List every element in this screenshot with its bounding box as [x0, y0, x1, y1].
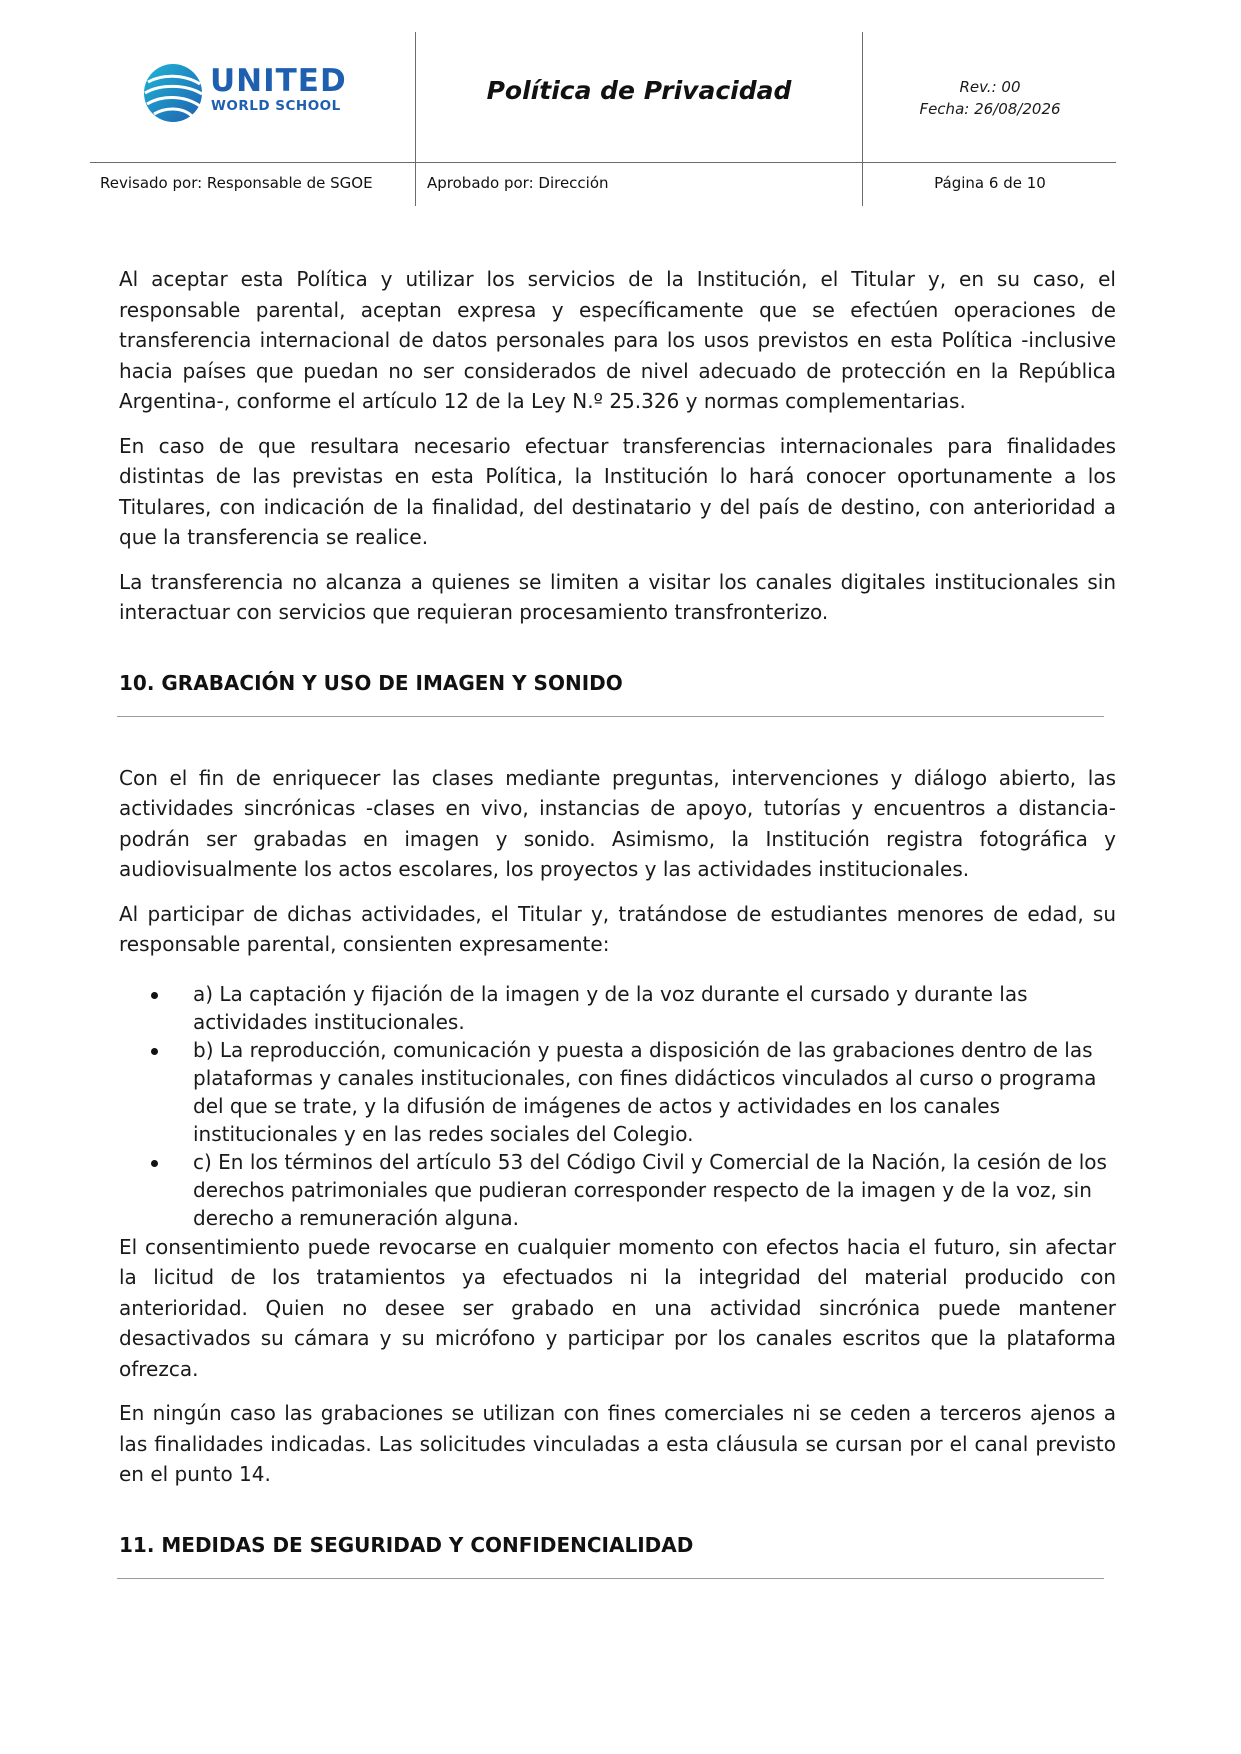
paragraph: Con el fin de enriquecer las clases mediante preguntas, intervenciones y diálogo abierto, las actividades sincrónicas -clases en vivo, instancias de apoyo, tutorías y encuentros a distancia- podrán ser grabadas en imagen y sonido. Asimismo, la Institución registra fotográfica y audiovisualmente los actos escolares, los proyectos y las actividades institucionales.	[119, 765, 1116, 881]
list-item-text: b) La reproducción, comunicación y puesta a disposición de las grabaciones dentro de las plataformas y canales institucionales, con fines didácticos vinculados al curso o programa del que se trate, y la difusión de imágenes de actos y actividades en los canales institucionales y en las redes sociales del Colegio.	[193, 1037, 1097, 1146]
list-item-text: a) La captación y fijación de la imagen y de la voz durante el cursado y durante las actividades institucionales.	[193, 981, 1028, 1034]
paragraph: Al aceptar esta Política y utilizar los servicios de la Institución, el Titular y, en su caso, el responsable parental, aceptan expresa y específicamente que se efectúen operaciones de transferencia internacional de datos personales para los usos previstos en esta Política -inclusive hacia países que puedan no ser considerados de nivel adecuado de protección en la República Argentina-, conforme el artículo 12 de la Ley N.º 25.326 y normas complementarias.	[119, 267, 1116, 413]
page-number: Página 6 de 10	[934, 174, 1046, 192]
logo-wordmark: UNITED	[210, 63, 347, 99]
paragraph: La transferencia no alcanza a quienes se limiten a visitar los canales digitales institucionales sin interactuar con servicios que requieran procesamiento transfronterizo.	[119, 569, 1116, 624]
bullet-icon	[151, 1048, 158, 1055]
list-item	[193, 1148, 1116, 1232]
document-header	[0, 0, 1241, 210]
globe-logo-icon	[140, 60, 206, 126]
revision-date: Fecha: 26/08/2026	[919, 100, 1061, 118]
header-rule	[90, 162, 1116, 163]
list-item	[193, 980, 1116, 1036]
bullet-icon	[151, 1160, 158, 1167]
paragraph: Al participar de dichas actividades, el Titular y, tratándose de estudiantes menores de edad, su responsable parental, consienten expresamente:	[119, 901, 1116, 956]
consent-list	[119, 980, 1116, 1232]
document-title: Política de Privacidad	[486, 76, 792, 105]
section-rule	[117, 716, 1104, 717]
list-item-text: c) En los términos del artículo 53 del Código Civil y Comercial de la Nación, la cesión de los derechos patrimoniales que pudieran corresponder respecto de la imagen y de la voz, sin derecho a remuneración alguna.	[193, 1149, 1107, 1230]
paragraph: El consentimiento puede revocarse en cualquier momento con efectos hacia el futuro, sin afectar la licitud de los tratamientos ya efectuados ni la integridad del material producido con anterioridad. Quien no desee ser grabado en una actividad sincrónica puede mantener desactivados su cámara y su micrófono y participar por los canales escritos que la plataforma ofrezca.	[119, 1234, 1116, 1381]
document-body	[119, 264, 1116, 1625]
paragraph: En ningún caso las grabaciones se utilizan con fines comerciales ni se ceden a terceros ajenos a las finalidades indicadas. Las solicitudes vinculadas a esta cláusula se cursan por el canal previsto en el punto 14.	[119, 1401, 1116, 1486]
section-heading: 11. MEDIDAS DE SEGURIDAD Y CONFIDENCIALIDAD	[119, 1532, 694, 1557]
approved-by: Aprobado por: Dirección	[427, 174, 609, 192]
revision-block	[863, 76, 1117, 120]
reviewed-by: Revisado por: Responsable de SGOE	[100, 174, 373, 192]
section-heading: 10. GRABACIÓN Y USO DE IMAGEN Y SONIDO	[119, 670, 623, 695]
paragraph: En caso de que resultara necesario efectuar transferencias internacionales para finalidades distintas de las previstas en esta Política, la Institución lo hará conocer oportunamente a los Titulares, con indicación de la finalidad, del destinatario y del país de destino, con anterioridad a que la transferencia se realice.	[119, 433, 1116, 549]
school-logo	[140, 60, 360, 126]
revision-number: Rev.: 00	[959, 78, 1021, 96]
header-divider	[415, 32, 416, 206]
logo-subtitle: WORLD SCHOOL	[211, 98, 341, 114]
section-rule	[117, 1578, 1104, 1579]
bullet-icon	[151, 992, 158, 999]
list-item	[193, 1036, 1116, 1148]
